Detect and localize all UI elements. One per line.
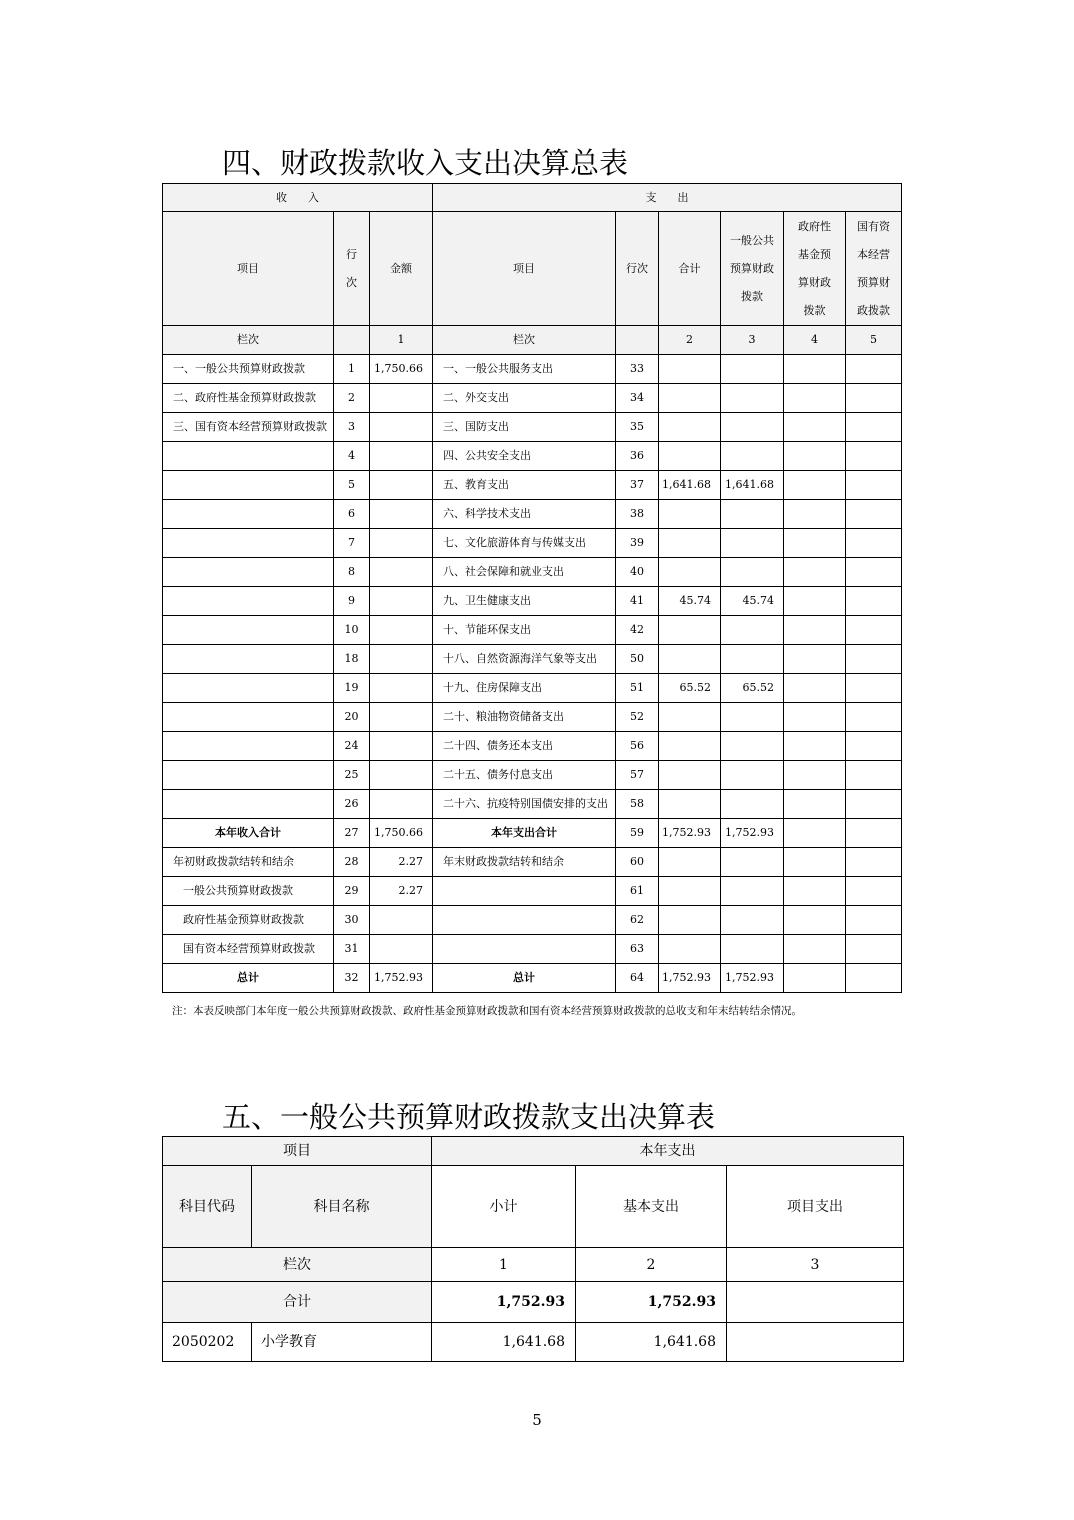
expense-item-cell: 十八、自然资源海洋气象等支出 xyxy=(433,645,616,674)
table-body xyxy=(163,1137,904,1362)
expense-total-cell xyxy=(659,732,721,761)
government-fund-allocation-cell xyxy=(784,935,846,964)
state-capital-allocation-cell xyxy=(846,848,902,877)
table-row xyxy=(163,645,902,674)
income-line-no-cell: 30 xyxy=(334,906,370,935)
expense-line-no-cell: 58 xyxy=(616,790,659,819)
table-row xyxy=(163,616,902,645)
state-capital-allocation-cell xyxy=(846,964,902,993)
general-budget-allocation-cell xyxy=(721,500,784,529)
general-budget-allocation-cell xyxy=(721,413,784,442)
table-row xyxy=(163,529,902,558)
general-budget-allocation-cell xyxy=(721,616,784,645)
expense-line-no-cell: 39 xyxy=(616,529,659,558)
income-line-no-cell: 31 xyxy=(334,935,370,964)
income-item-cell xyxy=(163,500,334,529)
income-item-cell xyxy=(163,790,334,819)
expense-total-cell: 1,752.93 xyxy=(659,964,721,993)
state-capital-allocation-cell xyxy=(846,442,902,471)
income-line-no-header xyxy=(334,212,370,326)
expense-total-cell xyxy=(659,442,721,471)
income-item-cell xyxy=(163,558,334,587)
expense-item-cell: 年末财政拨款结转和结余 xyxy=(433,848,616,877)
income-amount-cell: 2.27 xyxy=(370,848,433,877)
income-amount-cell xyxy=(370,384,433,413)
income-amount-cell: 1,752.93 xyxy=(370,964,433,993)
state-capital-allocation-cell xyxy=(846,674,902,703)
income-item-cell xyxy=(163,674,334,703)
general-budget-allocation-cell xyxy=(721,442,784,471)
expenditure-table-title: 五、一般公共预算财政拨款支出决算表 xyxy=(222,1100,716,1134)
government-fund-allocation-cell xyxy=(784,674,846,703)
government-fund-allocation-cell xyxy=(784,558,846,587)
state-capital-allocation-cell xyxy=(846,471,902,500)
income-line-no-cell: 24 xyxy=(334,732,370,761)
income-line-no-cell: 9 xyxy=(334,587,370,616)
government-fund-allocation-cell xyxy=(784,790,846,819)
expense-total-cell xyxy=(659,558,721,587)
table-row xyxy=(163,384,902,413)
income-amount-cell: 1,750.66 xyxy=(370,355,433,384)
state-capital-allocation-cell xyxy=(846,616,902,645)
expense-total-cell xyxy=(659,790,721,819)
expense-total-cell xyxy=(659,906,721,935)
income-line-no-cell: 32 xyxy=(334,964,370,993)
expense-line-no-cell: 62 xyxy=(616,906,659,935)
general-budget-allocation-header-label: 一般公共预算财政拨款 xyxy=(730,233,775,303)
government-fund-allocation-cell xyxy=(784,355,846,384)
table-row xyxy=(163,500,902,529)
subject-code-header: 科目代码 xyxy=(163,1166,252,1248)
expense-item-cell xyxy=(433,906,616,935)
government-fund-allocation-cell xyxy=(784,587,846,616)
general-budget-allocation-cell xyxy=(721,848,784,877)
income-item-cell xyxy=(163,616,334,645)
expense-total-cell xyxy=(659,500,721,529)
expense-line-no-cell: 37 xyxy=(616,471,659,500)
expense-item-cell: 二十五、债务付息支出 xyxy=(433,761,616,790)
general-budget-allocation-cell xyxy=(721,558,784,587)
expense-item-cell: 十、节能环保支出 xyxy=(433,616,616,645)
income-item-cell xyxy=(163,761,334,790)
state-capital-allocation-cell xyxy=(846,819,902,848)
table-note: 注：本表反映部门本年度一般公共预算财政拨款、政府性基金预算财政拨款和国有资本经营预算财政拨款的总收支和年末结转结余情况。 xyxy=(172,1005,802,1017)
income-amount-cell xyxy=(370,500,433,529)
income-item-cell xyxy=(163,732,334,761)
income-amount-cell xyxy=(370,558,433,587)
subtotal-header: 小计 xyxy=(432,1166,576,1248)
expense-item-cell: 总计 xyxy=(433,964,616,993)
income-group-header: 收 入 xyxy=(163,184,433,212)
income-amount-cell xyxy=(370,790,433,819)
expense-line-no-cell: 63 xyxy=(616,935,659,964)
total-project-expense-cell xyxy=(727,1282,904,1323)
expense-item-cell: 二十四、债务还本支出 xyxy=(433,732,616,761)
expense-line-no-cell: 34 xyxy=(616,384,659,413)
table-row xyxy=(163,761,902,790)
income-item-cell: 二、政府性基金预算财政拨款 xyxy=(163,384,334,413)
income-amount-cell: 2.27 xyxy=(370,877,433,906)
government-fund-allocation-cell xyxy=(784,384,846,413)
government-fund-allocation-cell xyxy=(784,413,846,442)
expense-line-no-cell: 40 xyxy=(616,558,659,587)
general-budget-allocation-cell xyxy=(721,529,784,558)
expense-line-no-cell: 57 xyxy=(616,761,659,790)
expense-total-cell xyxy=(659,848,721,877)
general-budget-allocation-cell xyxy=(721,877,784,906)
expense-total-cell xyxy=(659,645,721,674)
basic-expense-cell: 1,641.68 xyxy=(576,1323,727,1362)
income-line-no-cell: 1 xyxy=(334,355,370,384)
government-fund-allocation-cell xyxy=(784,703,846,732)
expense-group-header: 支 出 xyxy=(433,184,902,212)
income-amount-cell xyxy=(370,761,433,790)
table-row xyxy=(163,732,902,761)
group-header-row xyxy=(163,184,902,212)
expense-item-cell xyxy=(433,935,616,964)
expense-item-cell: 本年支出合计 xyxy=(433,819,616,848)
income-item-cell xyxy=(163,442,334,471)
state-capital-allocation-cell xyxy=(846,761,902,790)
general-budget-allocation-header xyxy=(721,212,784,326)
general-budget-allocation-cell: 45.74 xyxy=(721,587,784,616)
summary-table-section xyxy=(162,183,903,1018)
expense-line-no-cell: 61 xyxy=(616,877,659,906)
expense-total-cell xyxy=(659,529,721,558)
general-budget-allocation-cell: 1,752.93 xyxy=(721,819,784,848)
general-budget-allocation-cell xyxy=(721,761,784,790)
table-row xyxy=(163,442,902,471)
income-line-no-header-label: 行次 xyxy=(346,247,357,289)
expense-total-cell xyxy=(659,616,721,645)
column-index-row xyxy=(163,1248,904,1282)
state-capital-allocation-cell xyxy=(846,413,902,442)
general-budget-allocation-cell xyxy=(721,703,784,732)
income-amount-cell xyxy=(370,645,433,674)
government-fund-allocation-cell xyxy=(784,848,846,877)
income-amount-cell xyxy=(370,587,433,616)
expense-item-cell: 八、社会保障和就业支出 xyxy=(433,558,616,587)
expense-total-cell: 1,752.93 xyxy=(659,819,721,848)
expense-line-no-cell: 52 xyxy=(616,703,659,732)
column-index-cell xyxy=(334,326,370,355)
government-fund-allocation-cell xyxy=(784,732,846,761)
state-capital-allocation-cell xyxy=(846,587,902,616)
income-item-cell: 一般公共预算财政拨款 xyxy=(163,877,334,906)
expense-item-cell: 二十六、抗疫特别国债安排的支出 xyxy=(433,790,616,819)
income-amount-cell xyxy=(370,674,433,703)
column-index-cell: 2 xyxy=(576,1248,727,1282)
income-line-no-cell: 25 xyxy=(334,761,370,790)
table-row xyxy=(163,355,902,384)
income-amount-cell xyxy=(370,906,433,935)
table-row xyxy=(163,877,902,906)
income-amount-cell xyxy=(370,442,433,471)
expense-item-cell xyxy=(433,877,616,906)
basic-expense-header: 基本支出 xyxy=(576,1166,727,1248)
state-capital-allocation-cell xyxy=(846,500,902,529)
expense-total-cell xyxy=(659,384,721,413)
government-fund-allocation-cell xyxy=(784,964,846,993)
general-budget-allocation-cell xyxy=(721,384,784,413)
general-budget-allocation-cell xyxy=(721,732,784,761)
subject-name-header: 科目名称 xyxy=(252,1166,432,1248)
column-index-cell: 5 xyxy=(846,326,902,355)
income-line-no-cell: 7 xyxy=(334,529,370,558)
expense-line-no-cell: 59 xyxy=(616,819,659,848)
government-fund-allocation-cell xyxy=(784,529,846,558)
item-group-header: 项目 xyxy=(163,1137,432,1166)
state-capital-allocation-cell xyxy=(846,703,902,732)
table-row xyxy=(163,471,902,500)
table-row xyxy=(163,674,902,703)
column-header-row xyxy=(163,212,902,326)
income-item-cell xyxy=(163,529,334,558)
expense-line-no-cell: 41 xyxy=(616,587,659,616)
expense-total-cell xyxy=(659,935,721,964)
state-capital-allocation-cell xyxy=(846,645,902,674)
project-expense-header: 项目支出 xyxy=(727,1166,904,1248)
government-fund-allocation-cell xyxy=(784,616,846,645)
government-fund-allocation-cell xyxy=(784,442,846,471)
income-item-cell xyxy=(163,703,334,732)
income-item-cell: 本年收入合计 xyxy=(163,819,334,848)
total-row xyxy=(163,1282,904,1323)
government-fund-allocation-cell xyxy=(784,877,846,906)
table-row xyxy=(163,703,902,732)
table-row xyxy=(163,906,902,935)
income-line-no-cell: 29 xyxy=(334,877,370,906)
income-line-no-cell: 19 xyxy=(334,674,370,703)
general-budget-allocation-cell: 65.52 xyxy=(721,674,784,703)
table-body xyxy=(163,355,902,993)
expense-total-header: 合计 xyxy=(659,212,721,326)
income-line-no-cell: 4 xyxy=(334,442,370,471)
table-row xyxy=(163,558,902,587)
income-line-no-cell: 5 xyxy=(334,471,370,500)
government-fund-allocation-cell xyxy=(784,761,846,790)
total-basic-expense-cell: 1,752.93 xyxy=(576,1282,727,1323)
government-fund-allocation-cell xyxy=(784,645,846,674)
expense-line-no-cell: 50 xyxy=(616,645,659,674)
expense-item-cell: 四、公共安全支出 xyxy=(433,442,616,471)
income-amount-cell: 1,750.66 xyxy=(370,819,433,848)
column-index-cell xyxy=(616,326,659,355)
column-index-label: 栏次 xyxy=(433,326,616,355)
column-index-row xyxy=(163,326,902,355)
government-fund-allocation-cell xyxy=(784,500,846,529)
subject-code-cell: 2050202 xyxy=(163,1323,252,1362)
table-row xyxy=(163,587,902,616)
group-header-row xyxy=(163,1137,904,1166)
expense-line-no-cell: 56 xyxy=(616,732,659,761)
expense-total-cell xyxy=(659,355,721,384)
government-fund-allocation-cell xyxy=(784,819,846,848)
state-capital-allocation-cell xyxy=(846,355,902,384)
table-row xyxy=(163,964,902,993)
appropriation-summary-table xyxy=(162,183,902,993)
income-amount-cell xyxy=(370,616,433,645)
expense-item-cell: 五、教育支出 xyxy=(433,471,616,500)
expense-total-cell xyxy=(659,761,721,790)
expense-item-header: 项目 xyxy=(433,212,616,326)
income-amount-cell xyxy=(370,529,433,558)
table-row xyxy=(163,413,902,442)
general-budget-expenditure-table xyxy=(162,1136,904,1362)
income-amount-cell xyxy=(370,732,433,761)
state-capital-allocation-header xyxy=(846,212,902,326)
total-subtotal-cell: 1,752.93 xyxy=(432,1282,576,1323)
column-index-cell: 3 xyxy=(727,1248,904,1282)
income-line-no-cell: 10 xyxy=(334,616,370,645)
current-year-expense-header: 本年支出 xyxy=(432,1137,904,1166)
subtotal-cell: 1,641.68 xyxy=(432,1323,576,1362)
income-item-cell: 国有资本经营预算财政拨款 xyxy=(163,935,334,964)
state-capital-allocation-cell xyxy=(846,384,902,413)
income-amount-cell xyxy=(370,471,433,500)
state-capital-allocation-cell xyxy=(846,877,902,906)
expense-item-cell: 三、国防支出 xyxy=(433,413,616,442)
government-fund-allocation-header-label: 政府性基金预算财政拨款 xyxy=(798,219,832,317)
general-budget-allocation-cell xyxy=(721,906,784,935)
income-item-cell: 一、一般公共预算财政拨款 xyxy=(163,355,334,384)
general-budget-allocation-cell: 1,752.93 xyxy=(721,964,784,993)
expense-total-cell: 45.74 xyxy=(659,587,721,616)
table-row xyxy=(163,848,902,877)
income-amount-cell xyxy=(370,703,433,732)
table-row xyxy=(163,935,902,964)
expense-line-no-cell: 35 xyxy=(616,413,659,442)
column-index-cell: 3 xyxy=(721,326,784,355)
expense-line-no-cell: 64 xyxy=(616,964,659,993)
column-index-cell: 2 xyxy=(659,326,721,355)
income-item-cell: 总计 xyxy=(163,964,334,993)
government-fund-allocation-header xyxy=(784,212,846,326)
expense-total-cell xyxy=(659,703,721,732)
general-budget-allocation-cell xyxy=(721,935,784,964)
project-expense-cell xyxy=(727,1323,904,1362)
income-line-no-cell: 6 xyxy=(334,500,370,529)
income-line-no-cell: 20 xyxy=(334,703,370,732)
general-budget-allocation-cell xyxy=(721,355,784,384)
column-index-label: 栏次 xyxy=(163,1248,432,1282)
state-capital-allocation-cell xyxy=(846,529,902,558)
income-line-no-cell: 8 xyxy=(334,558,370,587)
state-capital-allocation-cell xyxy=(846,790,902,819)
general-budget-allocation-cell: 1,641.68 xyxy=(721,471,784,500)
expense-item-cell: 十九、住房保障支出 xyxy=(433,674,616,703)
column-index-label: 栏次 xyxy=(163,326,334,355)
table-row xyxy=(163,1323,904,1362)
general-budget-allocation-cell xyxy=(721,790,784,819)
income-item-header: 项目 xyxy=(163,212,334,326)
summary-table-title: 四、财政拨款收入支出决算总表 xyxy=(222,146,629,180)
state-capital-allocation-cell xyxy=(846,935,902,964)
expense-total-cell xyxy=(659,877,721,906)
subject-name-cell: 小学教育 xyxy=(252,1323,432,1362)
expense-item-cell: 一、一般公共服务支出 xyxy=(433,355,616,384)
income-line-no-cell: 3 xyxy=(334,413,370,442)
total-label: 合计 xyxy=(163,1282,432,1323)
expense-item-cell: 二、外交支出 xyxy=(433,384,616,413)
expense-line-no-cell: 38 xyxy=(616,500,659,529)
expense-item-cell: 九、卫生健康支出 xyxy=(433,587,616,616)
table-header xyxy=(163,184,902,355)
table-row xyxy=(163,819,902,848)
income-line-no-cell: 26 xyxy=(334,790,370,819)
expense-total-cell xyxy=(659,413,721,442)
expense-line-no-cell: 51 xyxy=(616,674,659,703)
state-capital-allocation-cell xyxy=(846,558,902,587)
expense-line-no-cell: 36 xyxy=(616,442,659,471)
income-item-cell: 政府性基金预算财政拨款 xyxy=(163,906,334,935)
state-capital-allocation-header-label: 国有资本经营预算财政拨款 xyxy=(857,219,891,317)
government-fund-allocation-cell xyxy=(784,906,846,935)
income-amount-cell xyxy=(370,935,433,964)
expense-line-no-cell: 60 xyxy=(616,848,659,877)
general-budget-allocation-cell xyxy=(721,645,784,674)
income-line-no-cell: 28 xyxy=(334,848,370,877)
state-capital-allocation-cell xyxy=(846,732,902,761)
government-fund-allocation-cell xyxy=(784,471,846,500)
expense-item-cell: 二十、粮油物资储备支出 xyxy=(433,703,616,732)
column-header-row xyxy=(163,1166,904,1248)
expense-line-no-cell: 42 xyxy=(616,616,659,645)
income-amount-cell xyxy=(370,413,433,442)
column-index-cell: 1 xyxy=(370,326,433,355)
expense-line-no-header: 行次 xyxy=(616,212,659,326)
expense-item-cell: 七、文化旅游体育与传媒支出 xyxy=(433,529,616,558)
income-line-no-cell: 2 xyxy=(334,384,370,413)
expense-total-cell: 65.52 xyxy=(659,674,721,703)
table-row xyxy=(163,790,902,819)
page-number: 5 xyxy=(532,1411,542,1429)
income-line-no-cell: 18 xyxy=(334,645,370,674)
income-item-cell xyxy=(163,471,334,500)
expense-line-no-cell: 33 xyxy=(616,355,659,384)
income-line-no-cell: 27 xyxy=(334,819,370,848)
expense-item-cell: 六、科学技术支出 xyxy=(433,500,616,529)
income-item-cell: 三、国有资本经营预算财政拨款 xyxy=(163,413,334,442)
income-item-cell: 年初财政拨款结转和结余 xyxy=(163,848,334,877)
state-capital-allocation-cell xyxy=(846,906,902,935)
column-index-cell: 4 xyxy=(784,326,846,355)
income-amount-header: 金额 xyxy=(370,212,433,326)
income-item-cell xyxy=(163,587,334,616)
column-index-cell: 1 xyxy=(432,1248,576,1282)
income-item-cell xyxy=(163,645,334,674)
expense-total-cell: 1,641.68 xyxy=(659,471,721,500)
